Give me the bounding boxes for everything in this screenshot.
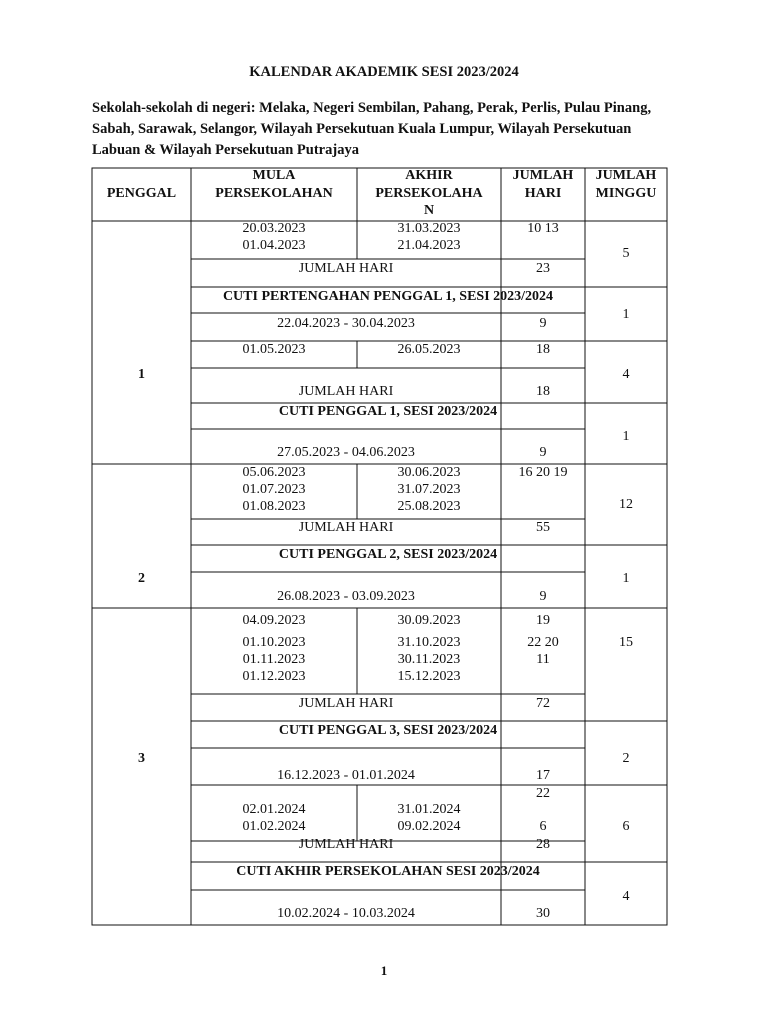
date-cell: 25.08.2023 (397, 499, 461, 514)
minggu-value: 5 (622, 246, 630, 261)
cuti-hari: 17 (536, 768, 550, 783)
hari-cell: 10 13 (527, 221, 559, 236)
jumlah-hari-label: JUMLAH HARI (298, 261, 394, 276)
date-cell: 31.03.2023 (397, 221, 461, 236)
hari-cell: 6 (539, 819, 547, 834)
date-cell: 15.12.2023 (397, 669, 461, 684)
date-cell: 01.07.2023 (242, 482, 306, 497)
minggu-value: 1 (622, 571, 630, 586)
header-mula-line1: MULA (252, 168, 296, 183)
hari-cell: 16 20 19 (518, 465, 568, 480)
cuti-dates: 16.12.2023 - 01.01.2024 (277, 768, 415, 783)
intro-paragraph: Sekolah-sekolah di negeri: Melaka, Negeri Sembilan, Pahang, Perak, Perlis, Pulau Pinang, Sabah, Sarawak, Selangor, Wilayah Persekutuan Kuala Lumpur, Wilayah Persekutuan Labuan & Wilayah Persekutuan Putrajaya (92, 100, 652, 158)
date-cell: 01.11.2023 (242, 652, 306, 667)
date-cell: 31.01.2024 (397, 802, 461, 817)
hari-cell: 19 (536, 613, 550, 628)
date-cell: 01.02.2024 (242, 819, 306, 834)
minggu-value: 4 (622, 889, 630, 904)
date-cell: 30.06.2023 (397, 465, 461, 480)
header-jumlah-minggu-line1: JUMLAH (595, 168, 657, 183)
cuti-dates: 22.04.2023 - 30.04.2023 (277, 316, 415, 331)
cuti-dates: 27.05.2023 - 04.06.2023 (277, 445, 415, 460)
jumlah-hari-value: 18 (536, 384, 550, 399)
cuti-title: CUTI PENGGAL 1, SESI 2023/2024 (278, 404, 498, 419)
header-jumlah-minggu-line2: MINGGU (595, 186, 657, 201)
minggu-value: 15 (619, 635, 633, 650)
minggu-value: 12 (619, 497, 633, 512)
date-cell: 30.09.2023 (397, 613, 461, 628)
date-cell: 01.04.2023 (242, 238, 306, 253)
date-cell: 09.02.2024 (397, 819, 461, 834)
penggal-3: 3 (138, 751, 145, 766)
header-mula-line2: PERSEKOLAHAN (215, 186, 333, 201)
jumlah-hari-value: 55 (536, 520, 550, 535)
cuti-dates: 10.02.2024 - 10.03.2024 (277, 906, 415, 921)
hari-cell: 18 (536, 342, 550, 357)
header-akhir-line1: AKHIR (405, 168, 453, 183)
cuti-hari: 9 (539, 316, 547, 331)
header-penggal: PENGGAL (106, 186, 177, 201)
date-cell: 01.10.2023 (242, 635, 306, 650)
date-cell: 01.08.2023 (242, 499, 306, 514)
cuti-dates: 26.08.2023 - 03.09.2023 (277, 589, 415, 604)
jumlah-hari-value: 28 (536, 837, 550, 852)
date-cell: 01.05.2023 (242, 342, 306, 357)
cuti-hari: 9 (539, 445, 547, 460)
date-cell: 31.07.2023 (397, 482, 461, 497)
minggu-value: 2 (622, 751, 630, 766)
date-cell: 30.11.2023 (397, 652, 461, 667)
date-cell: 05.06.2023 (242, 465, 306, 480)
date-cell: 31.10.2023 (397, 635, 461, 650)
cuti-hari: 9 (539, 589, 547, 604)
cuti-title: CUTI PENGGAL 3, SESI 2023/2024 (278, 723, 498, 738)
jumlah-hari-label: JUMLAH HARI (298, 520, 394, 535)
cuti-title: CUTI PERTENGAHAN PENGGAL 1, SESI 2023/2024 (222, 289, 554, 304)
cuti-title: CUTI PENGGAL 2, SESI 2023/2024 (278, 547, 498, 562)
header-akhir-line3: N (423, 203, 435, 218)
minggu-value: 1 (622, 429, 630, 444)
date-cell: 04.09.2023 (242, 613, 306, 628)
date-cell: 02.01.2024 (242, 802, 306, 817)
jumlah-hari-value: 72 (536, 696, 550, 711)
page-number: 1 (380, 963, 388, 978)
date-cell: 20.03.2023 (242, 221, 306, 236)
minggu-value: 1 (622, 307, 630, 322)
hari-cell: 22 (536, 786, 550, 801)
minggu-value: 4 (622, 367, 630, 382)
header-jumlah-hari-line2: HARI (524, 186, 562, 201)
date-cell: 01.12.2023 (242, 669, 306, 684)
cuti-title: CUTI AKHIR PERSEKOLAHAN SESI 2023/2024 (236, 864, 540, 879)
document-title: KALENDAR AKADEMIK SESI 2023/2024 (249, 64, 519, 80)
penggal-2: 2 (138, 571, 145, 586)
jumlah-hari-label: JUMLAH HARI (298, 696, 394, 711)
hari-cell: 11 (536, 652, 550, 667)
jumlah-hari-label: JUMLAH HARI (298, 384, 394, 399)
date-cell: 21.04.2023 (397, 238, 461, 253)
cuti-hari: 30 (536, 906, 550, 921)
minggu-value: 6 (622, 819, 630, 834)
jumlah-hari-value: 23 (536, 261, 550, 276)
hari-cell: 22 20 (527, 635, 559, 650)
header-akhir-line2: PERSEKOLAHA (375, 186, 483, 201)
date-cell: 26.05.2023 (397, 342, 461, 357)
header-jumlah-hari-line1: JUMLAH (512, 168, 574, 183)
jumlah-hari-label: JUMLAH HARI (298, 837, 394, 852)
penggal-1: 1 (138, 367, 145, 382)
